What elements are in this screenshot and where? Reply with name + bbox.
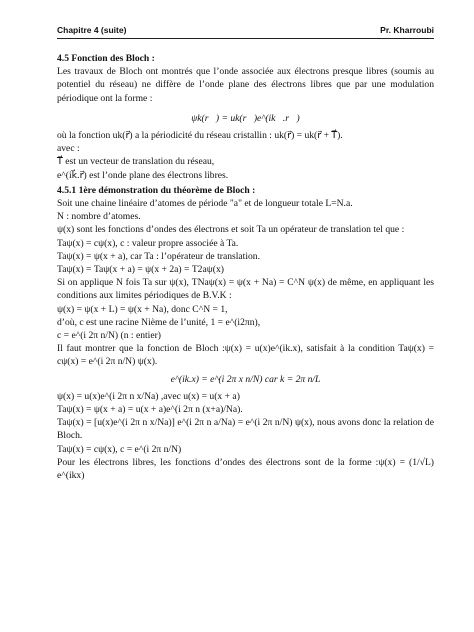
- paragraph: N : nombre d’atomes.: [57, 211, 141, 223]
- paragraph: Les travaux de Bloch ont montrés que l’onde associée aux électrons presque libres (soumis au potentiel du réseau) ne diffère de l’onde plane des électrons libres que par une modulation périodique ont la forme :: [57, 66, 434, 104]
- paragraph: ψ(x) sont les fonctions d’ondes des électrons et soit Ta un opérateur de translation tel que :: [57, 224, 405, 236]
- paragraph: Si on applique N fois Ta sur ψ(x), TNaψ(x) = ψ(x + Na) = C^N ψ(x) de même, en appliquant les conditions aux limites périodiques de B.V.K :: [57, 277, 434, 302]
- paragraph: Il faut montrer que la fonction de Bloch :ψ(x) = u(x)e^(ik.x), satisfait à la condition Taψ(x) = cψ(x) = e^(i 2π n/N) ψ(x).: [57, 343, 434, 368]
- equation-line: Taψ(x) = ψ(x + a) = u(x + a)e^(i 2π n (x+a)/Na).: [57, 404, 243, 416]
- page-header: [57, 25, 434, 35]
- wavevector-equation: e^(ik.x) = e^(i 2π x n/N) car k = 2π n/L: [170, 373, 321, 385]
- equation-line: c = e^(i 2π n/N) (n : entier): [57, 330, 161, 342]
- equation-line: d’où, c est une racine Nième de l’unité, 1 = e^(i2πn),: [57, 316, 261, 328]
- paragraph: avec :: [57, 143, 80, 155]
- equation-line: Taψ(x) = cψ(x), c : valeur propre associée à Ta.: [57, 237, 239, 249]
- equation-line: Taψ(x) = ψ(x + a), car Ta : l’opérateur de translation.: [57, 250, 260, 262]
- bloch-equation: ψk(r⃗) = uk(r⃗)e^(ik⃗.r⃗): [191, 112, 300, 124]
- subsection-title: 4.5.1 1ère démonstration du théorème de Bloch :: [57, 184, 256, 196]
- paragraph: e^(ik⃗.r⃗) est l’onde plane des électrons libres.: [57, 169, 229, 181]
- equation-line: ψ(x) = u(x)e^(i 2π n x/Na) ,avec u(x) = u(x + a): [57, 390, 240, 402]
- chapter-label: Chapitre 4 (suite): [57, 25, 127, 35]
- document-body: [57, 50, 434, 482]
- paragraph: T⃗ est un vecteur de translation du réseau,: [57, 156, 215, 168]
- equation-line: Taψ(x) = [u(x)e^(i 2π n x/Na)] e^(i 2π n a/Na) = e^(i 2π n/N) ψ(x), nous avons donc la relation de Bloch.: [57, 417, 434, 442]
- section-title: 4.5 Fonction des Bloch :: [57, 53, 155, 64]
- equation-line: Taψ(x) = cψ(x), c = e^(i 2π n/N): [57, 443, 182, 455]
- paragraph: Soit une chaine linéaire d’atomes de période "a" et de longueur totale L=N.a.: [57, 198, 353, 210]
- equation-line: Taψ(x) = Taψ(x + a) = ψ(x + 2a) = T2aψ(x): [57, 264, 224, 276]
- author-label: Pr. Kharroubi: [380, 25, 434, 35]
- equation-line: ψ(x) = ψ(x + L) = ψ(x + Na), donc C^N = 1,: [57, 303, 228, 315]
- paragraph: Pour les électrons libres, les fonctions d’ondes des électrons sont de la forme :ψ(x) = (1/√L) e^(ikx): [57, 456, 434, 482]
- paragraph: où la fonction uk(r⃗) a la périodicité du réseau cristallin : uk(r⃗) = uk(r⃗ + T⃗).: [57, 130, 343, 142]
- header-rule: [57, 38, 434, 39]
